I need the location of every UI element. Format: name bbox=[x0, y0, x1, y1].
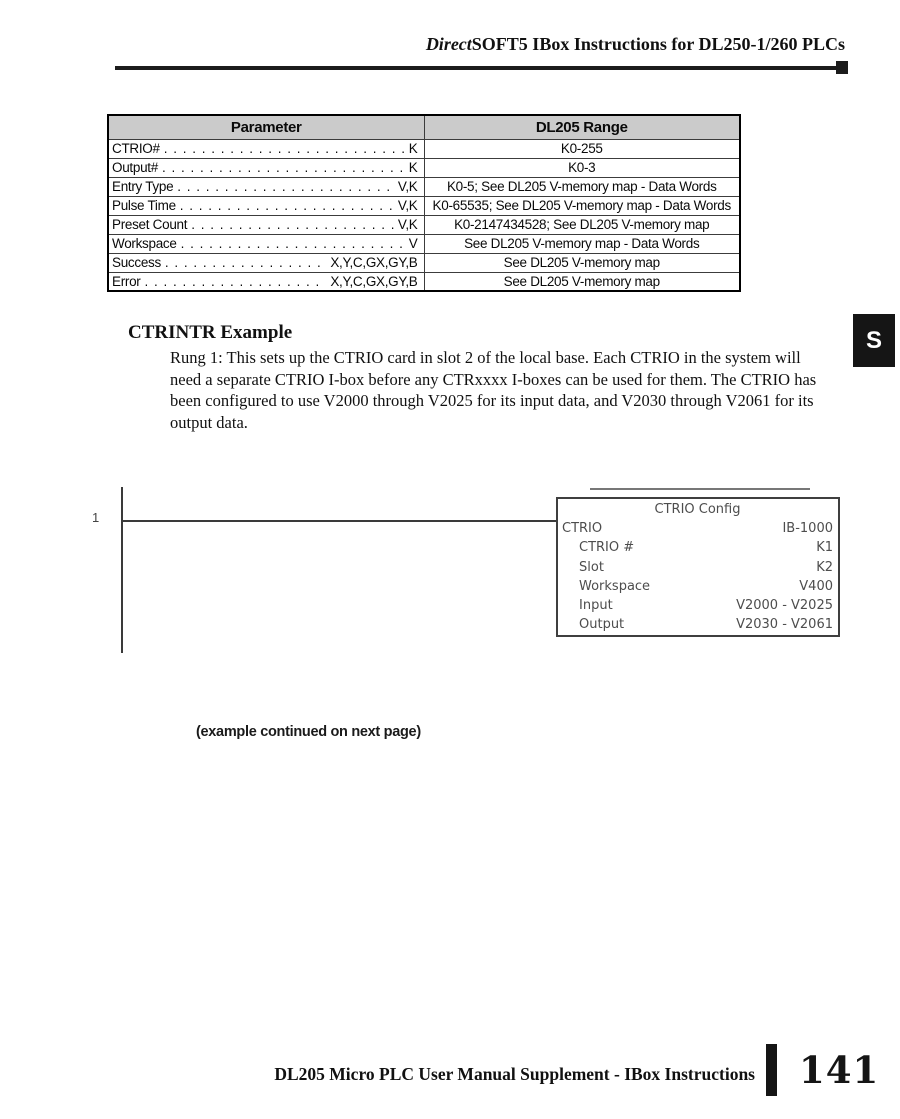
param-name: Output# bbox=[112, 160, 158, 175]
ibox-row bbox=[562, 615, 833, 634]
footer-text: DL205 Micro PLC User Manual Supplement - IBox Instructions bbox=[274, 1064, 755, 1084]
dot-leader bbox=[145, 274, 327, 289]
param-name: Error bbox=[112, 273, 141, 289]
table-row bbox=[108, 272, 740, 291]
dot-leader bbox=[165, 255, 326, 270]
param-suffix: X,Y,C,GX,GY,B bbox=[330, 273, 418, 289]
ibox-label: Input bbox=[579, 598, 613, 614]
header-title-brand: Direct bbox=[425, 34, 472, 54]
param-name: Preset Count bbox=[112, 217, 188, 232]
param-range: See DL205 V-memory map bbox=[424, 272, 740, 291]
ibox-row bbox=[562, 519, 833, 538]
param-range: See DL205 V-memory map - Data Words bbox=[424, 234, 740, 253]
dot-leader bbox=[164, 141, 405, 156]
ibox-value: K1 bbox=[816, 540, 833, 556]
param-suffix: V,K bbox=[397, 217, 418, 232]
table-row bbox=[108, 196, 740, 215]
param-range: K0-255 bbox=[424, 139, 740, 158]
page-number: 141 bbox=[799, 1048, 880, 1092]
ibox-value: V2030 - V2061 bbox=[736, 617, 833, 633]
section-tab-s: S bbox=[853, 314, 895, 367]
dot-leader bbox=[180, 198, 394, 213]
param-range: See DL205 V-memory map bbox=[424, 253, 740, 272]
param-range: K0-3 bbox=[424, 158, 740, 177]
param-name: Success bbox=[112, 255, 161, 270]
table-row bbox=[108, 215, 740, 234]
table-row bbox=[108, 158, 740, 177]
rung-wire bbox=[122, 520, 556, 522]
param-name: Entry Type bbox=[112, 179, 174, 194]
param-name: Pulse Time bbox=[112, 198, 176, 213]
ibox-value: V2000 - V2025 bbox=[736, 598, 833, 614]
col-header-parameter: Parameter bbox=[108, 115, 424, 139]
continued-note: (example continued on next page) bbox=[196, 724, 421, 740]
ibox-row bbox=[562, 558, 833, 577]
param-suffix: K bbox=[408, 141, 418, 156]
box-top-line bbox=[590, 488, 810, 490]
ibox-row bbox=[562, 596, 833, 615]
table-row bbox=[108, 253, 740, 272]
ibox-value: V400 bbox=[799, 578, 833, 594]
dot-leader bbox=[191, 217, 394, 232]
parameter-table bbox=[107, 114, 741, 292]
table-row bbox=[108, 177, 740, 196]
table-row bbox=[108, 139, 740, 158]
dot-leader bbox=[181, 236, 405, 251]
param-name: CTRIO# bbox=[112, 141, 160, 156]
rung-number: 1 bbox=[92, 510, 100, 525]
ibox-value: K2 bbox=[816, 559, 833, 575]
ibox-label: CTRIO bbox=[562, 521, 603, 536]
param-suffix: V bbox=[408, 236, 418, 251]
ibox-title: CTRIO Config bbox=[654, 502, 741, 517]
ladder-left-rail bbox=[121, 487, 123, 653]
table-header-row bbox=[108, 115, 740, 139]
ibox-label: Slot bbox=[579, 559, 604, 575]
param-suffix: K bbox=[408, 160, 418, 175]
header-rule bbox=[115, 66, 845, 70]
ibox-label: CTRIO # bbox=[579, 540, 635, 556]
param-range: K0-2147434528; See DL205 V-memory map bbox=[424, 215, 740, 234]
header-title-rest: SOFT5 IBox Instructions for DL250-1/260 PLCs bbox=[471, 34, 845, 54]
param-range: K0-65535; See DL205 V-memory map - Data Words bbox=[424, 196, 740, 215]
col-header-range: DL205 Range bbox=[424, 115, 740, 139]
dot-leader bbox=[177, 179, 394, 194]
dot-leader bbox=[162, 160, 405, 175]
param-name: Workspace bbox=[112, 236, 177, 251]
table-row bbox=[108, 234, 740, 253]
ibox-row bbox=[562, 538, 833, 557]
footer-bar bbox=[766, 1044, 777, 1096]
ibox-value: IB-1000 bbox=[782, 521, 833, 536]
header-rule-end-square bbox=[836, 61, 848, 74]
ibox-label: Workspace bbox=[579, 578, 651, 594]
ibox-row bbox=[562, 577, 833, 596]
ibox-label: Output bbox=[579, 617, 625, 633]
param-suffix: V,K bbox=[397, 198, 418, 213]
page-header-title bbox=[426, 34, 845, 55]
example-body-text: Rung 1: This sets up the CTRIO card in slot 2 of the local base. Each CTRIO in the system will need a separate CTRIO I-box before any CTRxxxx I-boxes can be used for them. The CTRIO has been configured to use V2000 through V2025 for its input data, and V2030 through V2061 for its output data. bbox=[170, 348, 817, 432]
param-suffix: V,K bbox=[397, 179, 418, 194]
example-heading: CTRINTR Example bbox=[128, 322, 293, 343]
ctrio-config-ibox bbox=[556, 497, 840, 637]
param-range: K0-5; See DL205 V-memory map - Data Words bbox=[424, 177, 740, 196]
param-suffix: X,Y,C,GX,GY,B bbox=[330, 255, 418, 270]
